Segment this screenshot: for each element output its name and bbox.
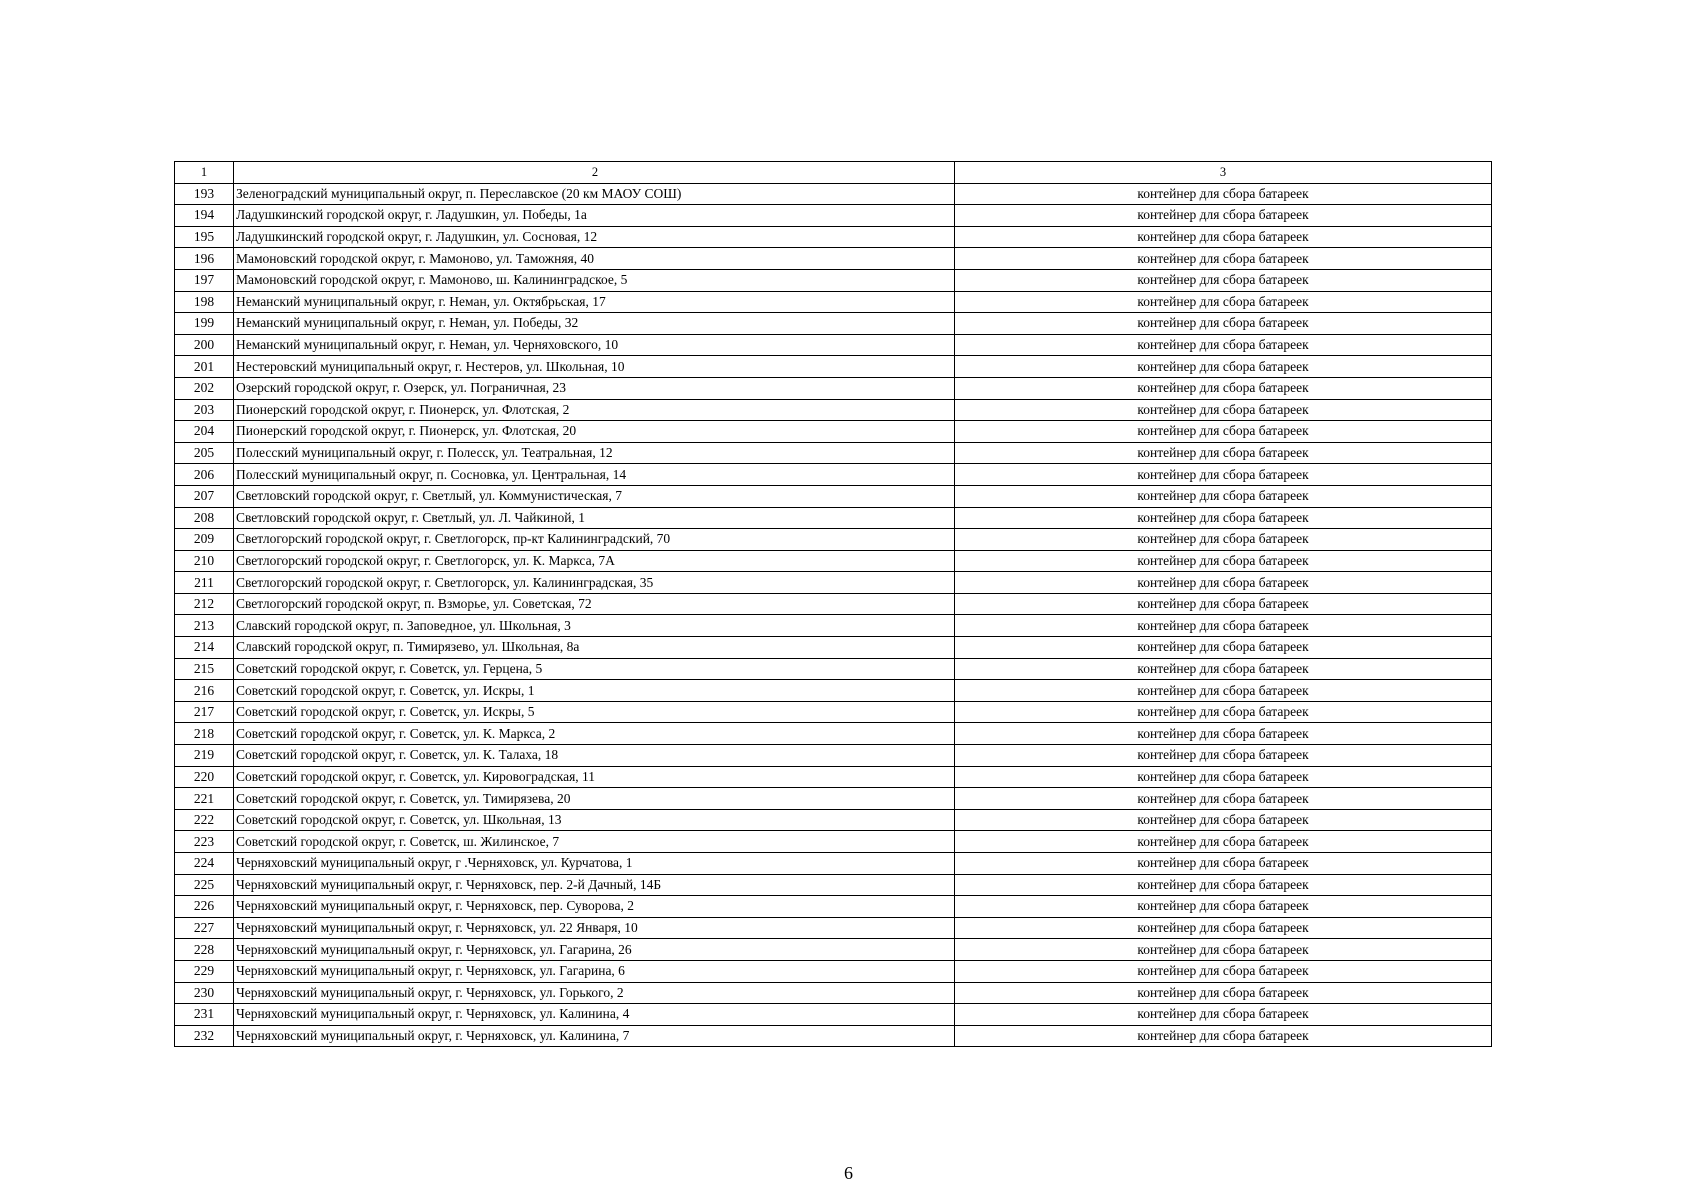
row-number-cell: 221 (175, 788, 234, 810)
container-type-cell: контейнер для сбора батареек (955, 205, 1492, 227)
container-type-cell: контейнер для сбора батареек (955, 1004, 1492, 1026)
row-number-cell: 225 (175, 874, 234, 896)
container-type-cell: контейнер для сбора батареек (955, 896, 1492, 918)
table-row (175, 507, 1492, 529)
row-number-cell: 217 (175, 701, 234, 723)
address-cell: Черняховский муниципальный округ, г. Черняховск, ул. Гагарина, 6 (234, 960, 955, 982)
table-row (175, 313, 1492, 335)
address-cell: Черняховский муниципальный округ, г. Черняховск, ул. Калинина, 7 (234, 1025, 955, 1047)
container-type-cell: контейнер для сбора батареек (955, 788, 1492, 810)
address-cell: Полесский муниципальный округ, п. Сосновка, ул. Центральная, 14 (234, 464, 955, 486)
container-type-cell: контейнер для сбора батареек (955, 723, 1492, 745)
row-number-cell: 199 (175, 313, 234, 335)
container-type-cell: контейнер для сбора батареек (955, 269, 1492, 291)
address-cell: Советский городской округ, г. Советск, ул. Искры, 1 (234, 680, 955, 702)
row-number-cell: 202 (175, 377, 234, 399)
table-row (175, 442, 1492, 464)
address-cell: Неманский муниципальный округ, г. Неман, ул. Черняховского, 10 (234, 334, 955, 356)
table-row (175, 248, 1492, 270)
container-type-cell: контейнер для сбора батареек (955, 701, 1492, 723)
table-row (175, 982, 1492, 1004)
row-number-cell: 227 (175, 917, 234, 939)
address-cell: Черняховский муниципальный округ, г. Черняховск, пер. Суворова, 2 (234, 896, 955, 918)
table-body (175, 183, 1492, 1047)
row-number-cell: 193 (175, 183, 234, 205)
address-cell: Черняховский муниципальный округ, г. Черняховск, ул. Калинина, 4 (234, 1004, 955, 1026)
address-cell: Мамоновский городской округ, г. Мамоново, ш. Калининградское, 5 (234, 269, 955, 291)
container-type-cell: контейнер для сбора батареек (955, 399, 1492, 421)
row-number-cell: 219 (175, 745, 234, 767)
address-cell: Советский городской округ, г. Советск, ул. К. Маркса, 2 (234, 723, 955, 745)
row-number-cell: 209 (175, 529, 234, 551)
address-cell: Советский городской округ, г. Советск, ул. Школьная, 13 (234, 809, 955, 831)
table-row (175, 356, 1492, 378)
table-row (175, 809, 1492, 831)
row-number-cell: 231 (175, 1004, 234, 1026)
table-row (175, 637, 1492, 659)
row-number-cell: 220 (175, 766, 234, 788)
address-cell: Пионерский городской округ, г. Пионерск, ул. Флотская, 2 (234, 399, 955, 421)
address-cell: Неманский муниципальный округ, г. Неман, ул. Победы, 32 (234, 313, 955, 335)
table-header-row (175, 162, 1492, 184)
table-row (175, 896, 1492, 918)
container-type-cell: контейнер для сбора батареек (955, 226, 1492, 248)
address-cell: Нестеровский муниципальный округ, г. Нестеров, ул. Школьная, 10 (234, 356, 955, 378)
container-type-cell: контейнер для сбора батареек (955, 507, 1492, 529)
container-type-cell: контейнер для сбора батареек (955, 853, 1492, 875)
table-row (175, 205, 1492, 227)
address-cell: Советский городской округ, г. Советск, ул. Кировоградская, 11 (234, 766, 955, 788)
row-number-cell: 211 (175, 572, 234, 594)
row-number-cell: 232 (175, 1025, 234, 1047)
container-type-cell: контейнер для сбора батареек (955, 183, 1492, 205)
table-row (175, 723, 1492, 745)
container-type-cell: контейнер для сбора батареек (955, 572, 1492, 594)
row-number-cell: 216 (175, 680, 234, 702)
address-cell: Черняховский муниципальный округ, г. Черняховск, ул. Горького, 2 (234, 982, 955, 1004)
address-cell: Полесский муниципальный округ, г. Полесск, ул. Театральная, 12 (234, 442, 955, 464)
row-number-cell: 205 (175, 442, 234, 464)
container-type-cell: контейнер для сбора батареек (955, 939, 1492, 961)
row-number-cell: 226 (175, 896, 234, 918)
row-number-cell: 204 (175, 421, 234, 443)
row-number-cell: 203 (175, 399, 234, 421)
table-row (175, 680, 1492, 702)
address-cell: Пионерский городской округ, г. Пионерск, ул. Флотская, 20 (234, 421, 955, 443)
row-number-cell: 223 (175, 831, 234, 853)
container-type-cell: контейнер для сбора батареек (955, 421, 1492, 443)
container-type-cell: контейнер для сбора батареек (955, 831, 1492, 853)
table-row (175, 464, 1492, 486)
collection-points-table (174, 161, 1492, 1047)
container-type-cell: контейнер для сбора батареек (955, 529, 1492, 551)
address-cell: Светлогорский городской округ, г. Светлогорск, ул. К. Маркса, 7А (234, 550, 955, 572)
row-number-cell: 230 (175, 982, 234, 1004)
address-cell: Советский городской округ, г. Советск, ул. Искры, 5 (234, 701, 955, 723)
table-row (175, 874, 1492, 896)
row-number-cell: 206 (175, 464, 234, 486)
address-cell: Черняховский муниципальный округ, г. Черняховск, пер. 2-й Дачный, 14Б (234, 874, 955, 896)
row-number-cell: 201 (175, 356, 234, 378)
address-cell: Светлогорский городской округ, г. Светлогорск, пр-кт Калининградский, 70 (234, 529, 955, 551)
address-cell: Черняховский муниципальный округ, г .Черняховск, ул. Курчатова, 1 (234, 853, 955, 875)
address-cell: Ладушкинский городской округ, г. Ладушкин, ул. Победы, 1а (234, 205, 955, 227)
row-number-cell: 208 (175, 507, 234, 529)
container-type-cell: контейнер для сбора батареек (955, 745, 1492, 767)
row-number-cell: 229 (175, 960, 234, 982)
row-number-cell: 222 (175, 809, 234, 831)
table-row (175, 572, 1492, 594)
table-row (175, 183, 1492, 205)
container-type-cell: контейнер для сбора батареек (955, 1025, 1492, 1047)
row-number-cell: 210 (175, 550, 234, 572)
row-number-cell: 200 (175, 334, 234, 356)
row-number-cell: 213 (175, 615, 234, 637)
table-row (175, 701, 1492, 723)
container-type-cell: контейнер для сбора батареек (955, 442, 1492, 464)
page-number: 6 (844, 1163, 853, 1183)
address-cell: Светлогорский городской округ, п. Взморье, ул. Советская, 72 (234, 593, 955, 615)
container-type-cell: контейнер для сбора батареек (955, 291, 1492, 313)
container-type-cell: контейнер для сбора батареек (955, 485, 1492, 507)
row-number-cell: 207 (175, 485, 234, 507)
table-row (175, 291, 1492, 313)
header-column-1: 1 (175, 162, 234, 184)
address-cell: Черняховский муниципальный округ, г. Черняховск, ул. 22 Января, 10 (234, 917, 955, 939)
row-number-cell: 198 (175, 291, 234, 313)
address-cell: Светловский городской округ, г. Светлый, ул. Л. Чайкиной, 1 (234, 507, 955, 529)
container-type-cell: контейнер для сбора батареек (955, 637, 1492, 659)
address-cell: Светлогорский городской округ, г. Светлогорск, ул. Калининградская, 35 (234, 572, 955, 594)
row-number-cell: 212 (175, 593, 234, 615)
container-type-cell: контейнер для сбора батареек (955, 248, 1492, 270)
table-row (175, 766, 1492, 788)
table-row (175, 788, 1492, 810)
container-type-cell: контейнер для сбора батареек (955, 917, 1492, 939)
table-row (175, 269, 1492, 291)
table-row (175, 593, 1492, 615)
header-column-3: 3 (955, 162, 1492, 184)
address-cell: Советский городской округ, г. Советск, ул. Тимирязева, 20 (234, 788, 955, 810)
address-cell: Советский городской округ, г. Советск, ул. К. Талаха, 18 (234, 745, 955, 767)
table-row (175, 334, 1492, 356)
table-row (175, 529, 1492, 551)
container-type-cell: контейнер для сбора батареек (955, 680, 1492, 702)
address-cell: Неманский муниципальный округ, г. Неман, ул. Октябрьская, 17 (234, 291, 955, 313)
header-column-2: 2 (234, 162, 955, 184)
address-cell: Славский городской округ, п. Тимирязево, ул. Школьная, 8а (234, 637, 955, 659)
table-row (175, 399, 1492, 421)
container-type-cell: контейнер для сбора батареек (955, 550, 1492, 572)
container-type-cell: контейнер для сбора батареек (955, 960, 1492, 982)
row-number-cell: 215 (175, 658, 234, 680)
container-type-cell: контейнер для сбора батареек (955, 377, 1492, 399)
row-number-cell: 228 (175, 939, 234, 961)
table-row (175, 1025, 1492, 1047)
row-number-cell: 218 (175, 723, 234, 745)
address-cell: Ладушкинский городской округ, г. Ладушкин, ул. Сосновая, 12 (234, 226, 955, 248)
row-number-cell: 195 (175, 226, 234, 248)
table-row (175, 917, 1492, 939)
table-row (175, 853, 1492, 875)
table-row (175, 960, 1492, 982)
row-number-cell: 214 (175, 637, 234, 659)
address-cell: Советский городской округ, г. Советск, ш. Жилинское, 7 (234, 831, 955, 853)
row-number-cell: 197 (175, 269, 234, 291)
table-row (175, 1004, 1492, 1026)
table-row (175, 485, 1492, 507)
row-number-cell: 196 (175, 248, 234, 270)
table-row (175, 377, 1492, 399)
address-cell: Зеленоградский муниципальный округ, п. Переславское (20 км МАОУ СОШ) (234, 183, 955, 205)
container-type-cell: контейнер для сбора батареек (955, 615, 1492, 637)
container-type-cell: контейнер для сбора батареек (955, 874, 1492, 896)
table-row (175, 550, 1492, 572)
container-type-cell: контейнер для сбора батареек (955, 809, 1492, 831)
table-row (175, 831, 1492, 853)
address-cell: Мамоновский городской округ, г. Мамоново, ул. Таможняя, 40 (234, 248, 955, 270)
table-row (175, 421, 1492, 443)
container-type-cell: контейнер для сбора батареек (955, 334, 1492, 356)
address-cell: Славский городской округ, п. Заповедное, ул. Школьная, 3 (234, 615, 955, 637)
container-type-cell: контейнер для сбора батареек (955, 356, 1492, 378)
table-row (175, 939, 1492, 961)
table-row (175, 745, 1492, 767)
address-cell: Черняховский муниципальный округ, г. Черняховск, ул. Гагарина, 26 (234, 939, 955, 961)
address-cell: Светловский городской округ, г. Светлый, ул. Коммунистическая, 7 (234, 485, 955, 507)
table-row (175, 615, 1492, 637)
table-row (175, 226, 1492, 248)
row-number-cell: 194 (175, 205, 234, 227)
container-type-cell: контейнер для сбора батареек (955, 766, 1492, 788)
container-type-cell: контейнер для сбора батареек (955, 658, 1492, 680)
address-cell: Советский городской округ, г. Советск, ул. Герцена, 5 (234, 658, 955, 680)
container-type-cell: контейнер для сбора батареек (955, 313, 1492, 335)
container-type-cell: контейнер для сбора батареек (955, 593, 1492, 615)
container-type-cell: контейнер для сбора батареек (955, 982, 1492, 1004)
row-number-cell: 224 (175, 853, 234, 875)
container-type-cell: контейнер для сбора батареек (955, 464, 1492, 486)
table-row (175, 658, 1492, 680)
address-cell: Озерский городской округ, г. Озерск, ул. Пограничная, 23 (234, 377, 955, 399)
